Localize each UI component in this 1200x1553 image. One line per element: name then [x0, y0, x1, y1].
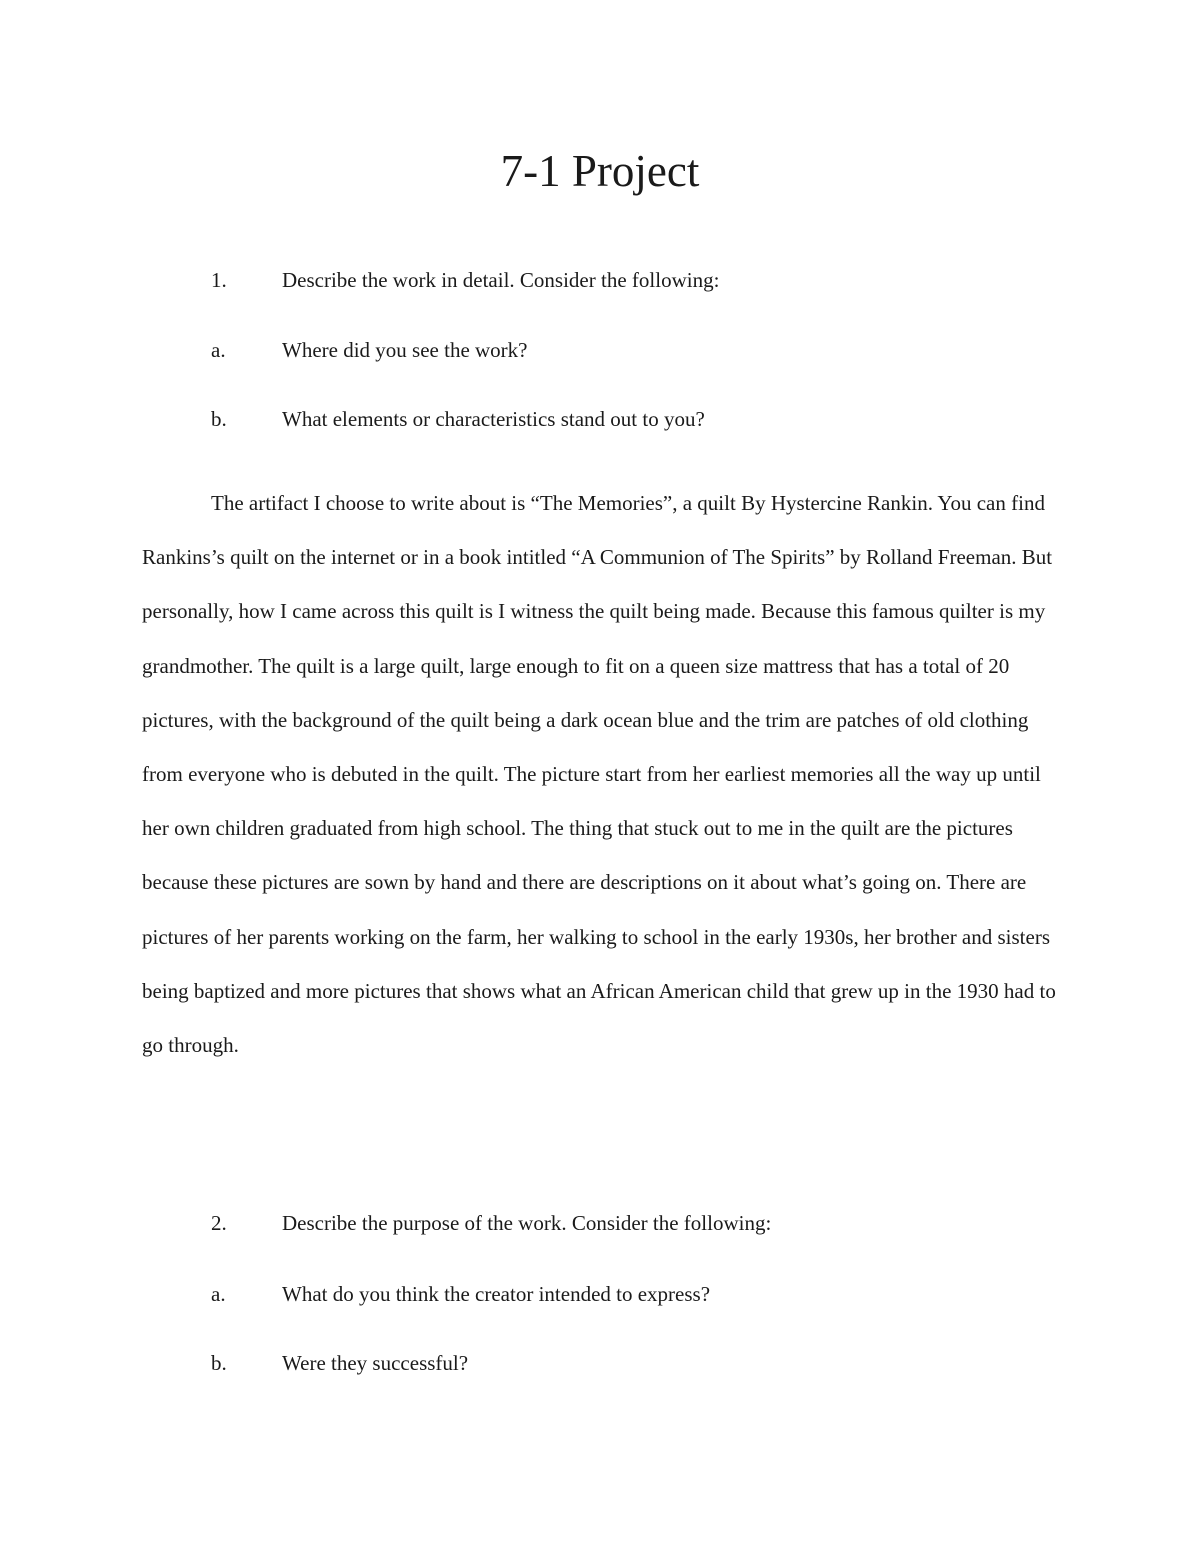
- question-2b: [0, 1348, 1200, 1378]
- question-text: What elements or characteristics stand out to you?: [282, 407, 705, 431]
- question-text: Were they successful?: [282, 1351, 469, 1375]
- question-text: Where did you see the work?: [282, 338, 528, 362]
- question-text: What do you think the creator intended to express?: [282, 1282, 711, 1306]
- question-text: Describe the purpose of the work. Consider the following:: [282, 1211, 772, 1235]
- list-marker: 1.: [211, 268, 227, 292]
- question-2: [0, 1208, 1200, 1238]
- list-marker: b.: [211, 407, 227, 431]
- list-marker: a.: [211, 1282, 226, 1306]
- list-marker: 2.: [211, 1211, 227, 1235]
- question-1: [0, 265, 1200, 295]
- answer-paragraph: The artifact I choose to write about is “The Memories”, a quilt By Hystercine Rankin. You can find Rankins’s quilt on the internet or in a book intitled “A Communion of The Spirits” by Rolland Freeman. But personally, how I came across this quilt is I witness the quilt being made. Because this famous quilter is my grandmother. The quilt is a large quilt, large enough to fit on a queen size mattress that has a total of 20 pictures, with the background of the quilt being a dark ocean blue and the trim are patches of old clothing from everyone who is debuted in the quilt. The picture start from her earliest memories all the way up until her own children graduated from high school. The thing that stuck out to me in the quilt are the pictures because these pictures are sown by hand and there are descriptions on it about what’s going on. There are pictures of her parents working on the farm, her walking to school in the early 1930s, her brother and sisters being baptized and more pictures that shows what an African American child that grew up in the 1930 had to go through.: [142, 491, 1056, 1058]
- list-marker: b.: [211, 1351, 227, 1375]
- question-1b: [0, 404, 1200, 434]
- page-title: 7-1 Project: [500, 146, 700, 196]
- question-1a: [0, 335, 1200, 365]
- question-2a: [0, 1279, 1200, 1309]
- question-text: Describe the work in detail. Consider the following:: [282, 268, 720, 292]
- list-marker: a.: [211, 338, 226, 362]
